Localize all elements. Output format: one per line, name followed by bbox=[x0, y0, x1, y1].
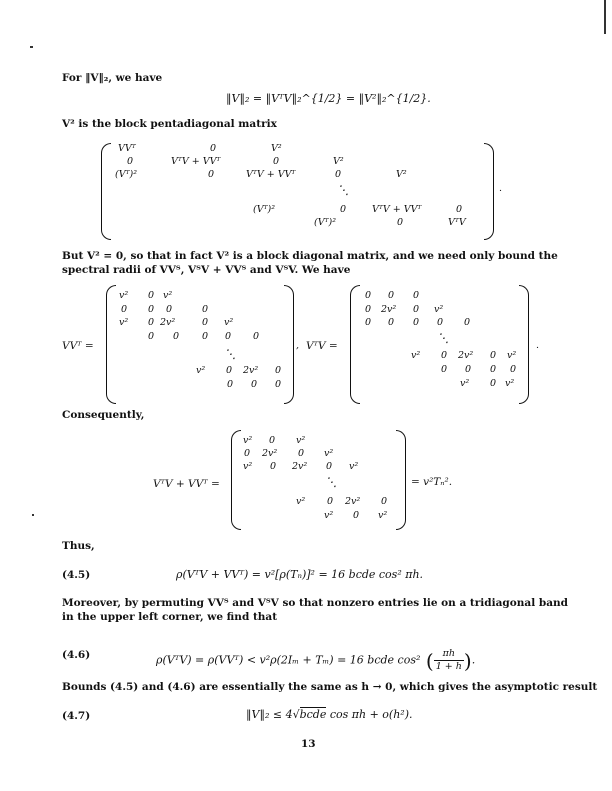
vtv-r3-c4: 0 bbox=[437, 317, 444, 328]
penta-r3-c2: 0 bbox=[208, 169, 215, 180]
vtv-r2-c4: v² bbox=[434, 304, 444, 315]
vvt-r1-c2: 0 bbox=[148, 290, 155, 301]
vtv-r3-c2: 0 bbox=[388, 317, 395, 328]
vtv-r5-c4: 0 bbox=[510, 364, 517, 375]
vvt-r3-c1: v² bbox=[119, 317, 129, 328]
vvt-r6-c1: 0 bbox=[227, 379, 234, 390]
para-bounds-line: Bounds (4.5) and (4.6) are essentially the same as h → 0, which gives the asymptotic result bbox=[62, 681, 598, 693]
consequently-line: Consequently, bbox=[62, 409, 145, 421]
scan-mark-left bbox=[30, 46, 33, 48]
vvt-r5-c4: 0 bbox=[275, 365, 282, 376]
eq46-fraction-numerator: πh bbox=[434, 648, 464, 661]
page-number: 13 bbox=[301, 738, 316, 750]
penta-r2-c2: VᵀV + VVᵀ bbox=[171, 156, 221, 167]
scan-mark-mid-left bbox=[32, 514, 34, 516]
vvt-r6-c2: 0 bbox=[251, 379, 258, 390]
vvt-r5-c3: 2v² bbox=[243, 365, 259, 376]
sum-r2-c3: 0 bbox=[298, 448, 305, 459]
sum-r5-c1: v² bbox=[324, 510, 334, 521]
sum-r4-c4: 0 bbox=[381, 496, 388, 507]
eq45-expression: ρ(VᵀV + VVᵀ) = v²[ρ(Tₙ)]² = 16 bcde cos² πh. bbox=[176, 568, 424, 581]
scan-mark-top-right bbox=[604, 0, 606, 34]
penta-r3-c4: 0 bbox=[335, 169, 342, 180]
eq47-lhs: ‖V‖₂ ≤ 4 bbox=[246, 708, 293, 721]
sum-r3-c2: 0 bbox=[270, 461, 277, 472]
sum-r5-c2: 0 bbox=[353, 510, 360, 521]
vvt-separator: , bbox=[296, 340, 300, 351]
vtv-r2-c1: 0 bbox=[365, 304, 372, 315]
penta-r4-c2: 0 bbox=[340, 204, 347, 215]
thus-line: Thus, bbox=[62, 540, 95, 552]
sum-r2-c2: 2v² bbox=[262, 448, 278, 459]
vvt-r4-c3: 0 bbox=[202, 331, 209, 342]
vvt-r6-c3: 0 bbox=[275, 379, 282, 390]
sum-r4-c2: 0 bbox=[327, 496, 334, 507]
vtv-r4-c5: v² bbox=[507, 350, 517, 361]
vvt-r4-c1: 0 bbox=[148, 331, 155, 342]
para-but-line-2: spectral radii of VVᵀ, VᵀV + VVᵀ and VᵀV. We have bbox=[62, 264, 351, 276]
eq47-tag: (4.7) bbox=[62, 710, 91, 722]
eq46-fraction-denominator: 1 + h bbox=[435, 661, 462, 672]
eq46-lhs: ρ(VᵀV) = ρ(VVᵀ) < v²ρ(2Iₘ + Tₘ) = 16 bcde cos² bbox=[156, 653, 421, 667]
vvt-r2-c2: 0 bbox=[148, 304, 155, 315]
vtv-r5-c3: 0 bbox=[490, 364, 497, 375]
vtv-r3-c1: 0 bbox=[365, 317, 372, 328]
pentadiagonal-line: V² is the block pentadiagonal matrix bbox=[62, 118, 277, 130]
vtv-lhs: VᵀV = bbox=[306, 340, 338, 352]
sum-r2-c4: v² bbox=[324, 448, 334, 459]
vtv-r3-c3: 0 bbox=[413, 317, 420, 328]
sum-lhs: VᵀV + VVᵀ = bbox=[153, 478, 220, 490]
vvt-lhs: VVᵀ = bbox=[62, 340, 94, 352]
vvt-r3-c5: v² bbox=[224, 317, 234, 328]
penta-r2-c1: 0 bbox=[127, 156, 134, 167]
sum-r3-c4: 0 bbox=[326, 461, 333, 472]
vtv-r1-c3: 0 bbox=[413, 290, 420, 301]
vtv-r4-c2: 0 bbox=[441, 350, 448, 361]
penta-r4-c1: (Vᵀ)² bbox=[253, 204, 276, 215]
penta-r4-c3: VᵀV + VVᵀ bbox=[372, 204, 422, 215]
eq47-radicand: bcde bbox=[299, 708, 327, 721]
vvt-r3-c2: 0 bbox=[148, 317, 155, 328]
vtv-r2-c2: 2v² bbox=[381, 304, 397, 315]
vtv-r5-c2: 0 bbox=[465, 364, 472, 375]
sum-r2-c1: 0 bbox=[244, 448, 251, 459]
sum-r3-c3: 2v² bbox=[292, 461, 308, 472]
sum-r1-c1: v² bbox=[243, 435, 253, 446]
vvt-dots: ⋱ bbox=[224, 347, 236, 361]
sum-r5-c3: v² bbox=[378, 510, 388, 521]
penta-r3-c3: VᵀV + VVᵀ bbox=[246, 169, 296, 180]
eq46-tag: (4.6) bbox=[62, 649, 91, 661]
eq45-tag: (4.5) bbox=[62, 569, 91, 581]
vtv-r1-c2: 0 bbox=[388, 290, 395, 301]
penta-r5-c2: 0 bbox=[397, 217, 404, 228]
vvt-r1-c3: v² bbox=[163, 290, 173, 301]
sum-r4-c1: v² bbox=[296, 496, 306, 507]
vvt-r4-c5: 0 bbox=[253, 331, 260, 342]
para-more-line-2: in the upper left corner, we find that bbox=[62, 611, 278, 623]
vtv-r4-c4: 0 bbox=[490, 350, 497, 361]
vvt-r1-c1: v² bbox=[119, 290, 129, 301]
vvt-r5-c1: v² bbox=[196, 365, 206, 376]
vtv-trailing-period: . bbox=[536, 340, 540, 351]
vtv-r4-c3: 2v² bbox=[458, 350, 474, 361]
eq46-expression: ρ(VᵀV) = ρ(VVᵀ) < v²ρ(2Iₘ + Tₘ) = 16 bcde cos² ( $\frac{\pi h}{1 + h}$ ). bbox=[156, 648, 476, 673]
penta-r3-c5: V² bbox=[396, 169, 407, 180]
sum-dots: ⋱ bbox=[325, 475, 337, 489]
vtv-r2-c3: 0 bbox=[413, 304, 420, 315]
vvt-r2-c4: 0 bbox=[202, 304, 209, 315]
eq-norm: ‖V‖₂ = ‖VᵀV‖₂^{1/2} = ‖V²‖₂^{1/2}. bbox=[226, 92, 431, 105]
penta-dots: ⋱ bbox=[337, 183, 349, 197]
sum-r3-c5: v² bbox=[349, 461, 359, 472]
sum-r1-c3: v² bbox=[296, 435, 306, 446]
vtv-r6-c3: v² bbox=[505, 378, 515, 389]
vtv-r6-c1: v² bbox=[460, 378, 470, 389]
penta-r2-c4: V² bbox=[333, 156, 344, 167]
vtv-r5-c1: 0 bbox=[441, 364, 448, 375]
vvt-r3-c3: 2v² bbox=[160, 317, 176, 328]
vtv-dots: ⋱ bbox=[437, 331, 449, 345]
vvt-r2-c1: 0 bbox=[121, 304, 128, 315]
para-more-line-1: Moreover, by permuting VVᵀ and VᵀV so that nonzero entries lie on a tridiagonal band bbox=[62, 597, 568, 609]
penta-r5-c3: VᵀV bbox=[448, 217, 466, 228]
intro-line: For ‖V‖₂, we have bbox=[62, 72, 163, 84]
vvt-r3-c4: 0 bbox=[202, 317, 209, 328]
vvt-r4-c2: 0 bbox=[173, 331, 180, 342]
penta-r1-c2: 0 bbox=[210, 143, 217, 154]
penta-r1-c3: V² bbox=[271, 143, 282, 154]
eq47-expression: ‖V‖₂ ≤ 4√bcde cos πh + o(h²). bbox=[246, 708, 413, 721]
penta-r2-c3: 0 bbox=[273, 156, 280, 167]
sum-rhs: = v²Tₙ². bbox=[411, 476, 453, 488]
eq47-rest: cos πh + o(h²). bbox=[326, 708, 413, 721]
vvt-r2-c3: 0 bbox=[166, 304, 173, 315]
vvt-r4-c4: 0 bbox=[225, 331, 232, 342]
penta-r5-c1: (Vᵀ)² bbox=[314, 217, 337, 228]
vvt-r5-c2: 0 bbox=[226, 365, 233, 376]
sum-r1-c2: 0 bbox=[269, 435, 276, 446]
penta-r3-c1: (Vᵀ)² bbox=[115, 169, 138, 180]
penta-r4-c4: 0 bbox=[456, 204, 463, 215]
penta-r1-c1: VVᵀ bbox=[118, 143, 136, 154]
sum-r3-c1: v² bbox=[243, 461, 253, 472]
vtv-r6-c2: 0 bbox=[490, 378, 497, 389]
sum-r4-c3: 2v² bbox=[345, 496, 361, 507]
eq46-period: . bbox=[471, 653, 476, 667]
para-but-line-1: But V² = 0, so that in fact V² is a block diagonal matrix, and we need only bound the bbox=[62, 250, 558, 262]
vtv-r4-c1: v² bbox=[411, 350, 421, 361]
vtv-r3-c5: 0 bbox=[464, 317, 471, 328]
vtv-r1-c1: 0 bbox=[365, 290, 372, 301]
penta-trailing-period: . bbox=[499, 183, 503, 194]
